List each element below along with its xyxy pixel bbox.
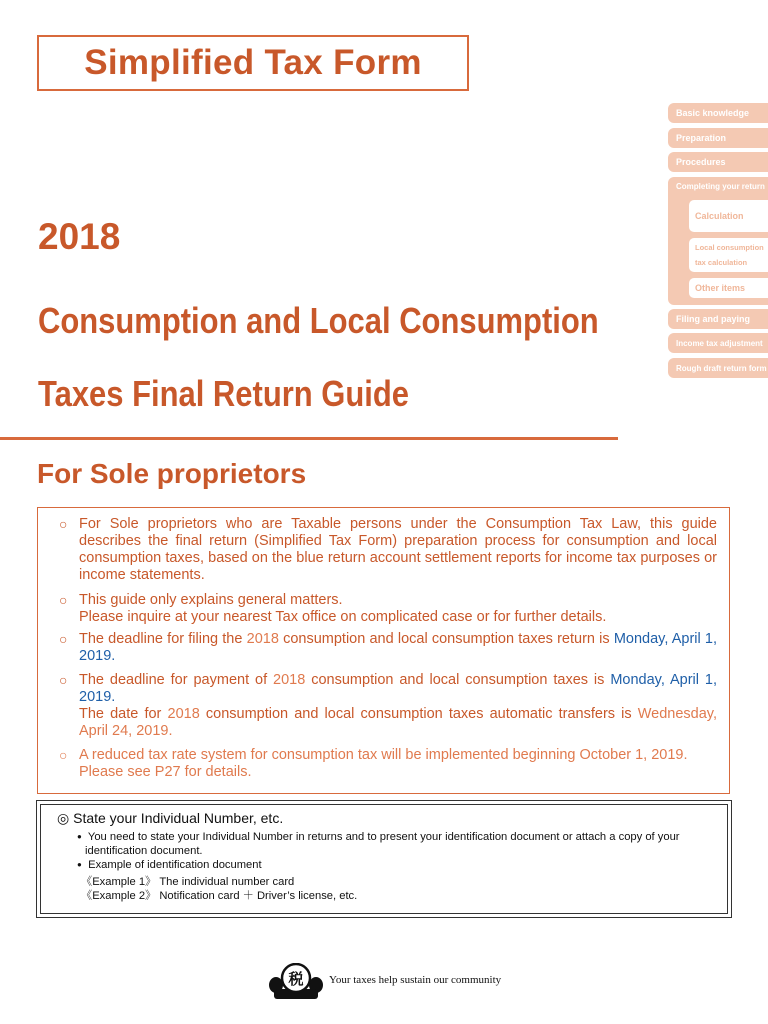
payment-deadline-date: Monday, April 1, 2019. [79, 672, 718, 705]
circle-bullet-icon: ○ [59, 747, 68, 763]
note-text: For Sole proprietors who are Taxable persons under the Consumption Tax Law, this guide describes the final return (Simplified Tax Form) preparation process for consumption and local consumption taxes, based on the blue return account settlement reports for income tax purposes or income statements. [79, 516, 717, 583]
individual-number-example: 《Example 1》 The individual number card [81, 876, 295, 888]
nav-tab-procedures[interactable]: Procedures [668, 152, 768, 172]
note-text: A reduced tax rate system for consumption tax will be implemented beginning October 1, 2019. [79, 747, 688, 763]
note-text: Please see P27 for details. [79, 764, 252, 780]
form-title: Simplified Tax Form [37, 35, 469, 91]
nav-tab-preparation[interactable]: Preparation [668, 128, 768, 148]
individual-number-text: Example of identification document [88, 859, 262, 871]
nav-subtab-calculation[interactable]: Calculation [688, 199, 768, 233]
nav-subtab-local-consumption-tax[interactable] [688, 237, 768, 273]
bullet-dot-icon: ● [77, 860, 82, 869]
individual-number-heading: ◎ State your Individual Number, etc. [57, 810, 284, 826]
filing-deadline-date: Monday, April 1, 2019. [79, 631, 718, 664]
note-text: Please inquire at your nearest Tax office on complicated case or for further details. [79, 609, 607, 625]
individual-number-box [36, 800, 732, 918]
automatic-transfer-date: Wednesday, April 24, 2019. [79, 706, 718, 739]
note-item [59, 631, 717, 665]
note-year: 2018 [273, 672, 306, 688]
note-item [59, 516, 717, 584]
note-text: The deadline for filing the [79, 631, 243, 647]
nav-subtab-local-line1: Local consumption [695, 243, 764, 252]
tax-logo-character: 税 [288, 970, 304, 988]
individual-number-text: You need to state your Individual Number in returns and to present your identification document or attach a copy of your [87, 831, 680, 843]
nav-subtab-other-items[interactable]: Other items [688, 277, 768, 299]
guide-heading-line1: Consumption and Local Consumption [38, 300, 599, 341]
heading-divider [0, 437, 618, 440]
note-item [59, 672, 717, 740]
audience-subtitle: For Sole proprietors [37, 458, 307, 489]
guide-heading-line2: Taxes Final Return Guide [38, 373, 410, 414]
note-text: This guide only explains general matters. [79, 592, 343, 608]
bullet-dot-icon: ● [77, 832, 82, 841]
nav-tab-income-tax-adjustment[interactable]: Income tax adjustment [668, 333, 768, 353]
individual-number-example: 《Example 2》 Notification card ＋ Driver’s license, etc. [81, 890, 358, 902]
nav-tab-rough-draft-return-form[interactable]: Rough draft return form [668, 358, 768, 378]
individual-number-line [77, 859, 262, 871]
note-text: consumption and local consumption taxes return is [283, 631, 610, 647]
note-text: The deadline for payment of [79, 672, 268, 688]
footer-slogan: Your taxes help sustain our community [329, 974, 502, 986]
circle-bullet-icon: ○ [59, 592, 68, 608]
nav-group-completing-return [668, 177, 768, 305]
nav-tab-basic-knowledge[interactable]: Basic knowledge [668, 103, 768, 123]
note-year: 2018 [167, 706, 200, 722]
note-text: consumption and local consumption taxes is [311, 672, 605, 688]
guide-year: 2018 [38, 216, 121, 257]
nav-tab-filing-and-paying[interactable]: Filing and paying [668, 309, 768, 329]
circle-bullet-icon: ○ [59, 631, 68, 647]
individual-number-line [77, 831, 680, 843]
note-item [59, 592, 717, 626]
note-item [59, 747, 717, 781]
tax-logo-icon [268, 963, 324, 999]
individual-number-line: identification document. [85, 845, 203, 857]
note-year: 2018 [246, 631, 279, 647]
circle-bullet-icon: ○ [59, 516, 68, 532]
guide-notes-box [37, 507, 730, 794]
circle-bullet-icon: ○ [59, 672, 68, 688]
note-text: The date for [79, 706, 162, 722]
note-text: consumption and local consumption taxes automatic transfers is [205, 706, 632, 722]
nav-group-title[interactable]: Completing your return [676, 182, 765, 191]
nav-subtab-local-line2: tax calculation [695, 258, 748, 267]
